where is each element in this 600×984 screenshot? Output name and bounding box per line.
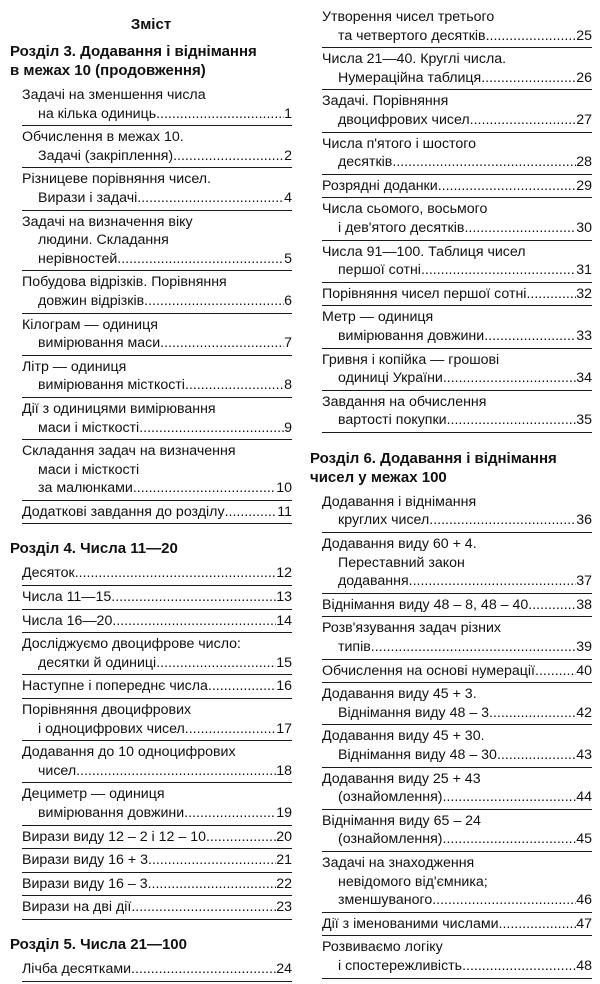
toc-entry-last-line [322, 704, 592, 723]
toc-entry-last-line [322, 27, 592, 46]
dot-leader [139, 419, 284, 438]
section-heading-line: чисел у межах 100 [310, 468, 447, 486]
toc-entry-text: Вирази на дві дії [22, 899, 132, 916]
page-number: 1 [284, 105, 292, 122]
toc-entry-text: (ознайомлення) [338, 831, 443, 848]
toc-entry-last-line [322, 788, 592, 807]
toc-entry-last-line [322, 411, 592, 430]
page-title: Зміст [130, 16, 172, 33]
page-number: 29 [576, 177, 592, 194]
dot-leader [148, 875, 277, 894]
dot-leader [133, 479, 276, 498]
toc-entry-text: Числа 21—40. Круглі числа. [322, 51, 507, 68]
toc-entry [322, 50, 592, 90]
dot-leader [225, 503, 278, 522]
toc-entry [22, 316, 292, 356]
dot-leader [117, 250, 284, 269]
section-heading-line: в межах 10 (продовження) [10, 62, 206, 79]
dot-leader [137, 189, 284, 208]
toc-entry [22, 86, 292, 126]
toc-entry [322, 938, 592, 978]
page-number: 18 [276, 762, 292, 779]
toc-entry [322, 200, 592, 240]
toc-entry [22, 701, 292, 741]
dot-leader [447, 411, 577, 430]
toc-entry [322, 662, 592, 684]
toc-entry-text: додавання [338, 573, 409, 590]
toc-item-list [22, 960, 292, 982]
toc-entry [322, 177, 592, 199]
toc-entry-text: круглих чисел [338, 512, 430, 529]
toc-entry [22, 588, 292, 610]
toc-entry-text: Лічба десятками [22, 960, 132, 977]
section-heading [10, 42, 292, 80]
toc-entry-text: Розвиваємо логіку [322, 939, 443, 956]
page-number: 39 [576, 639, 592, 656]
page-number: 10 [276, 480, 292, 497]
dot-leader [429, 511, 576, 530]
toc-entry [322, 915, 592, 937]
toc-entry-text: Розрядні доданки [322, 177, 438, 194]
dot-leader [148, 851, 276, 870]
dot-leader [484, 327, 576, 346]
page-number: 46 [576, 892, 592, 909]
toc-entry [22, 213, 292, 272]
dot-leader [409, 572, 577, 591]
toc-entry-last-line [22, 292, 292, 311]
toc-entry-text: Задачі на зменшення числа [22, 87, 206, 103]
toc-entry-text: Складання задач на визначення [22, 443, 236, 460]
toc-entry-text: Вирази виду 16 + 3 [22, 852, 148, 869]
toc-entry-last-line [322, 830, 592, 849]
page-number: 42 [576, 704, 592, 721]
toc-entry-text: нерівностей [38, 250, 118, 267]
page-number: 43 [576, 747, 592, 763]
toc-entry-last-line [22, 503, 292, 522]
toc-entry-text: Вирази виду 12 – 2 і 12 – 10 [22, 828, 206, 845]
toc-entry-text: Дії з іменованими числами [322, 915, 499, 932]
toc-entry-text: Числа сьомого, восьмого [322, 201, 488, 218]
toc-entry-last-line [22, 762, 292, 781]
toc-entry [22, 442, 292, 501]
dot-leader [371, 638, 576, 657]
page-number: 11 [277, 503, 292, 520]
page-number: 48 [576, 957, 592, 974]
dot-leader [392, 153, 576, 172]
toc-entry-text: Додаткові завдання до розділу [22, 503, 225, 520]
toc-entry-text: одиниці України [338, 370, 443, 387]
toc-item-list [322, 8, 592, 433]
dot-leader [489, 704, 576, 723]
toc-entry-text: зменшуваного [338, 892, 433, 909]
toc-entry-last-line [322, 219, 592, 238]
toc-entry-last-line [22, 588, 292, 607]
toc-entry [322, 393, 592, 433]
toc-entry-text: Числа 16—20 [22, 612, 113, 629]
toc-entry-last-line [22, 898, 292, 917]
toc-item-list [22, 564, 292, 920]
toc-entry-last-line [322, 261, 592, 280]
toc-entry-text: Дециметр — одиниця [22, 786, 165, 803]
toc-entry-last-line [22, 334, 292, 353]
toc-entry-last-line [22, 189, 292, 208]
section-heading-line: Розділ 5. Числа 21—100 [10, 935, 187, 953]
toc-entry-text: Додавання виду 60 + 4. [322, 536, 477, 553]
toc-entry-text: вимірювання довжини [338, 327, 485, 344]
toc-entry [22, 785, 292, 825]
toc-entry [22, 960, 292, 982]
toc-entry-text: Задачі на знаходження [322, 854, 475, 871]
toc-entry-last-line [22, 720, 292, 739]
dot-leader [131, 898, 276, 917]
toc-entry-text: Метр — одиниця [322, 309, 434, 326]
page-number: 19 [276, 805, 292, 821]
toc-entry-text: людини. Складання [38, 232, 169, 249]
dot-leader [184, 804, 276, 823]
dot-leader [432, 891, 576, 910]
page-number: 14 [276, 612, 292, 629]
toc-entry-text: Гривня і копійка — грошові [322, 351, 500, 368]
toc-entry-last-line [22, 147, 292, 166]
section-heading-line: Розділ 6. Додавання і віднімання [310, 449, 557, 467]
toc-entry-last-line [22, 654, 292, 673]
toc-entry-last-line [322, 69, 592, 88]
page-number: 32 [576, 285, 592, 302]
toc-entry-last-line [322, 511, 592, 530]
toc-entry-text: Додавання і віднімання [322, 493, 477, 510]
page-number: 45 [576, 831, 592, 848]
toc-entry-text: Додавання виду 45 + 3. [322, 686, 477, 703]
toc-entry-last-line [322, 285, 592, 304]
toc-item-list [22, 86, 292, 524]
toc-entry-text: Віднімання виду 65 – 24 [322, 812, 481, 829]
dot-leader [112, 612, 276, 631]
toc-entry [322, 619, 592, 659]
toc-entry-text: Вирази виду 16 – 3 [22, 875, 148, 892]
dot-leader [438, 177, 577, 196]
page-number: 31 [576, 262, 592, 279]
toc-entry [22, 503, 292, 525]
page-number: 13 [276, 589, 292, 606]
dot-leader [111, 588, 276, 607]
dot-leader [526, 285, 576, 304]
section-heading [310, 449, 592, 487]
toc-entry [22, 612, 292, 634]
page-number: 30 [576, 219, 592, 236]
toc-entry-last-line [22, 105, 292, 124]
toc-entry [22, 400, 292, 440]
page-number: 17 [276, 720, 292, 737]
toc-entry-text: Задачі на визначення віку [22, 213, 193, 230]
dot-leader [462, 957, 576, 976]
toc-entry [322, 727, 592, 767]
dot-leader [443, 369, 576, 388]
dot-leader [481, 69, 576, 88]
toc-entry-last-line [22, 828, 292, 847]
toc-entry-text: Нумераційна таблиця [338, 69, 482, 86]
toc-entry-last-line [322, 177, 592, 196]
toc-entry-text: Додавання виду 45 + 30. [322, 728, 485, 745]
toc-entry-last-line [22, 960, 292, 979]
toc-entry [22, 851, 292, 873]
toc-entry [322, 285, 592, 307]
toc-entry [22, 564, 292, 586]
toc-entry-text: маси і місткості [38, 419, 140, 436]
page-number: 8 [284, 377, 292, 394]
toc-entry [322, 493, 592, 533]
toc-entry-text: Завдання на обчислення [322, 393, 487, 410]
page-number: 38 [576, 596, 592, 613]
toc-entry-text: довжин відрізків [38, 292, 145, 309]
toc-entry [322, 351, 592, 391]
toc-entry-text: (ознайомлення) [338, 789, 443, 806]
section-heading [10, 539, 292, 558]
toc-entry-text: Задачі (закріплення) [38, 147, 174, 164]
toc-entry [322, 535, 592, 594]
dot-leader [528, 596, 576, 615]
toc-entry-text: Задачі. Порівняння [322, 93, 449, 110]
toc-entry [322, 812, 592, 852]
toc-entry-text: Обчислення в межах 10. [22, 129, 184, 146]
toc-entry-text: Розв'язування задач різних [322, 620, 501, 637]
dot-leader [206, 828, 276, 847]
dot-leader [160, 334, 284, 353]
toc-entry-last-line [22, 612, 292, 631]
dot-leader [185, 376, 284, 395]
toc-entry-text: Обчислення на основі нумерації [322, 662, 535, 679]
toc-entry-text: вартості покупки [338, 412, 447, 429]
page-number: 22 [276, 875, 292, 892]
toc-entry-last-line [322, 891, 592, 910]
toc-entry [322, 92, 592, 132]
toc-entry [322, 854, 592, 913]
page-number: 47 [576, 915, 592, 932]
toc-entry [22, 273, 292, 313]
toc-entry-text: Десяток [22, 565, 75, 582]
page-number: 37 [576, 573, 592, 590]
dot-leader [144, 292, 284, 311]
toc-entry [322, 243, 592, 283]
page-number: 35 [576, 412, 592, 429]
toc-entry-last-line [322, 596, 592, 615]
toc-entry-text: Кілограм — одиниця [22, 316, 158, 333]
toc-entry [322, 770, 592, 810]
dot-leader [156, 105, 284, 124]
page-number: 4 [284, 189, 292, 206]
toc-entry [22, 170, 292, 210]
toc-entry-text: маси і місткості [38, 461, 140, 478]
toc-entry-text: Додавання виду 25 + 43 [322, 770, 481, 787]
toc-entry [22, 358, 292, 398]
dot-leader [464, 219, 576, 238]
toc-entry-text: десятки й одиниці [38, 654, 157, 671]
toc-entry-text: двоцифрових чисел [338, 111, 470, 128]
page-number: 36 [576, 512, 592, 529]
page-number: 12 [276, 565, 292, 582]
toc-entry-text: вимірювання маси [38, 335, 161, 352]
toc-entry-last-line [322, 572, 592, 591]
toc-entry-text: на кілька одиниць [38, 105, 157, 122]
page-number: 24 [276, 960, 292, 977]
toc-entry-last-line [322, 111, 592, 130]
toc-entry-text: та четвертого десятків [338, 27, 486, 44]
toc-left-column [10, 0, 292, 984]
page-number: 44 [576, 789, 592, 806]
page-number: 20 [276, 828, 292, 845]
toc-item-list [322, 493, 592, 979]
toc-entry-text: за малюнками [38, 480, 133, 497]
toc-entry-last-line [322, 662, 592, 681]
toc-entry [322, 596, 592, 618]
toc-entry-text: Досліджуємо двоцифрове число: [22, 636, 241, 653]
page-number: 7 [284, 335, 292, 352]
page-number: 34 [576, 370, 592, 387]
page-number: 28 [576, 154, 592, 171]
page-number: 40 [576, 662, 592, 679]
dot-leader [443, 830, 577, 849]
dot-leader [499, 915, 577, 934]
section-heading-line: Розділ 4. Числа 11—20 [10, 540, 178, 558]
toc-entry-text: першої сотні [338, 262, 421, 279]
page-number: 9 [284, 419, 292, 436]
toc-entry-last-line [22, 250, 292, 269]
toc-entry-text: Дії з одиницями вимірювання [22, 400, 216, 417]
dot-leader [486, 27, 577, 46]
toc-entry [22, 677, 292, 699]
toc-entry [22, 875, 292, 897]
toc-entry-text: Числа п'ятого і шостого [322, 135, 477, 152]
section-heading-line: Розділ 3. Додавання і віднімання [10, 43, 257, 60]
toc-entry-text: і одноцифрових чисел [38, 720, 185, 737]
toc-entry-last-line [22, 479, 292, 498]
page-number: 2 [284, 147, 292, 164]
toc-entry-text: Переставний закон [338, 554, 465, 571]
toc-entry-text: і спостережливість [338, 957, 463, 974]
dot-leader [156, 654, 276, 673]
toc-entry-last-line [22, 875, 292, 894]
toc-entry-text: Віднімання виду 48 – 30 [338, 747, 497, 763]
dot-leader [535, 662, 576, 681]
page-number: 16 [276, 678, 292, 695]
toc-entry-last-line [22, 564, 292, 583]
page-number: 5 [284, 250, 292, 267]
dot-leader [75, 564, 277, 583]
toc-entry-last-line [22, 376, 292, 395]
toc-entry-last-line [22, 851, 292, 870]
toc-entry-last-line [322, 915, 592, 934]
toc-entry [322, 308, 592, 348]
toc-entry [22, 128, 292, 168]
toc-entry-text: Числа 11—15 [22, 589, 112, 606]
toc-entry-text: Літр — одиниця [22, 358, 127, 375]
toc-entry-text: Побудова відрізків. Порівняння [22, 274, 227, 291]
page-number: 15 [276, 654, 292, 671]
toc-entry [322, 135, 592, 175]
toc-entry [22, 743, 292, 783]
page-number: 25 [576, 27, 592, 44]
toc-entry-text: Числа 91—100. Таблиця чисел [322, 243, 526, 260]
page-number: 27 [576, 111, 592, 128]
dot-leader [185, 720, 276, 739]
dot-leader [443, 788, 577, 807]
page-number: 21 [276, 852, 292, 869]
toc-entry-last-line [322, 638, 592, 657]
toc-entry-text: невідомого від'ємника; [338, 873, 488, 890]
toc-entry [22, 828, 292, 850]
toc-entry-text: вимірювання місткості [38, 377, 185, 394]
toc-entry-text: вимірювання довжини [38, 805, 185, 821]
section-heading [10, 935, 292, 954]
toc-entry-text: десятків [338, 154, 393, 171]
toc-entry-text: чисел [38, 762, 77, 779]
toc-entry-text: Порівняння чисел першої сотні [322, 285, 527, 302]
toc-entry-text: і дев'ятого десятків [338, 219, 465, 236]
toc-entry-text: Утворення чисел третього [322, 9, 495, 25]
toc-entry-text: Вирази і задачі [38, 189, 138, 206]
page-number: 23 [276, 899, 292, 916]
dot-leader [497, 746, 576, 765]
toc-entry-text: Віднімання виду 48 – 3 [338, 704, 490, 721]
toc-entry-text: Порівняння двоцифрових [22, 702, 192, 719]
dot-leader [131, 960, 276, 979]
page-number: 33 [576, 327, 592, 344]
toc-entry [22, 635, 292, 675]
dot-leader [76, 762, 276, 781]
dot-leader [421, 261, 576, 280]
toc-entry-text: Додавання до 10 одноцифрових [22, 744, 236, 761]
toc-entry-last-line [322, 153, 592, 172]
toc-entry [322, 685, 592, 725]
dot-leader [173, 147, 284, 166]
toc-entry-last-line [22, 419, 292, 438]
toc-entry [322, 8, 592, 48]
toc-entry-last-line [322, 957, 592, 976]
dot-leader [470, 111, 577, 130]
toc-entry-last-line [22, 804, 292, 823]
toc-entry [22, 898, 292, 920]
page-number: 6 [284, 292, 292, 309]
toc-entry-last-line [322, 746, 592, 765]
toc-entry-text: Віднімання виду 48 – 8, 48 – 40 [322, 596, 529, 613]
page-number: 26 [576, 69, 592, 86]
toc-entry-last-line [322, 327, 592, 346]
toc-entry-text: Різницеве порівняння чисел. [22, 171, 211, 188]
toc-entry-text: типів [338, 639, 371, 656]
toc-entry-text: Наступне і попереднє числа [22, 678, 208, 695]
toc-right-column [310, 0, 592, 981]
toc-entry-last-line [22, 677, 292, 696]
toc-entry-last-line [322, 369, 592, 388]
dot-leader [208, 677, 276, 696]
